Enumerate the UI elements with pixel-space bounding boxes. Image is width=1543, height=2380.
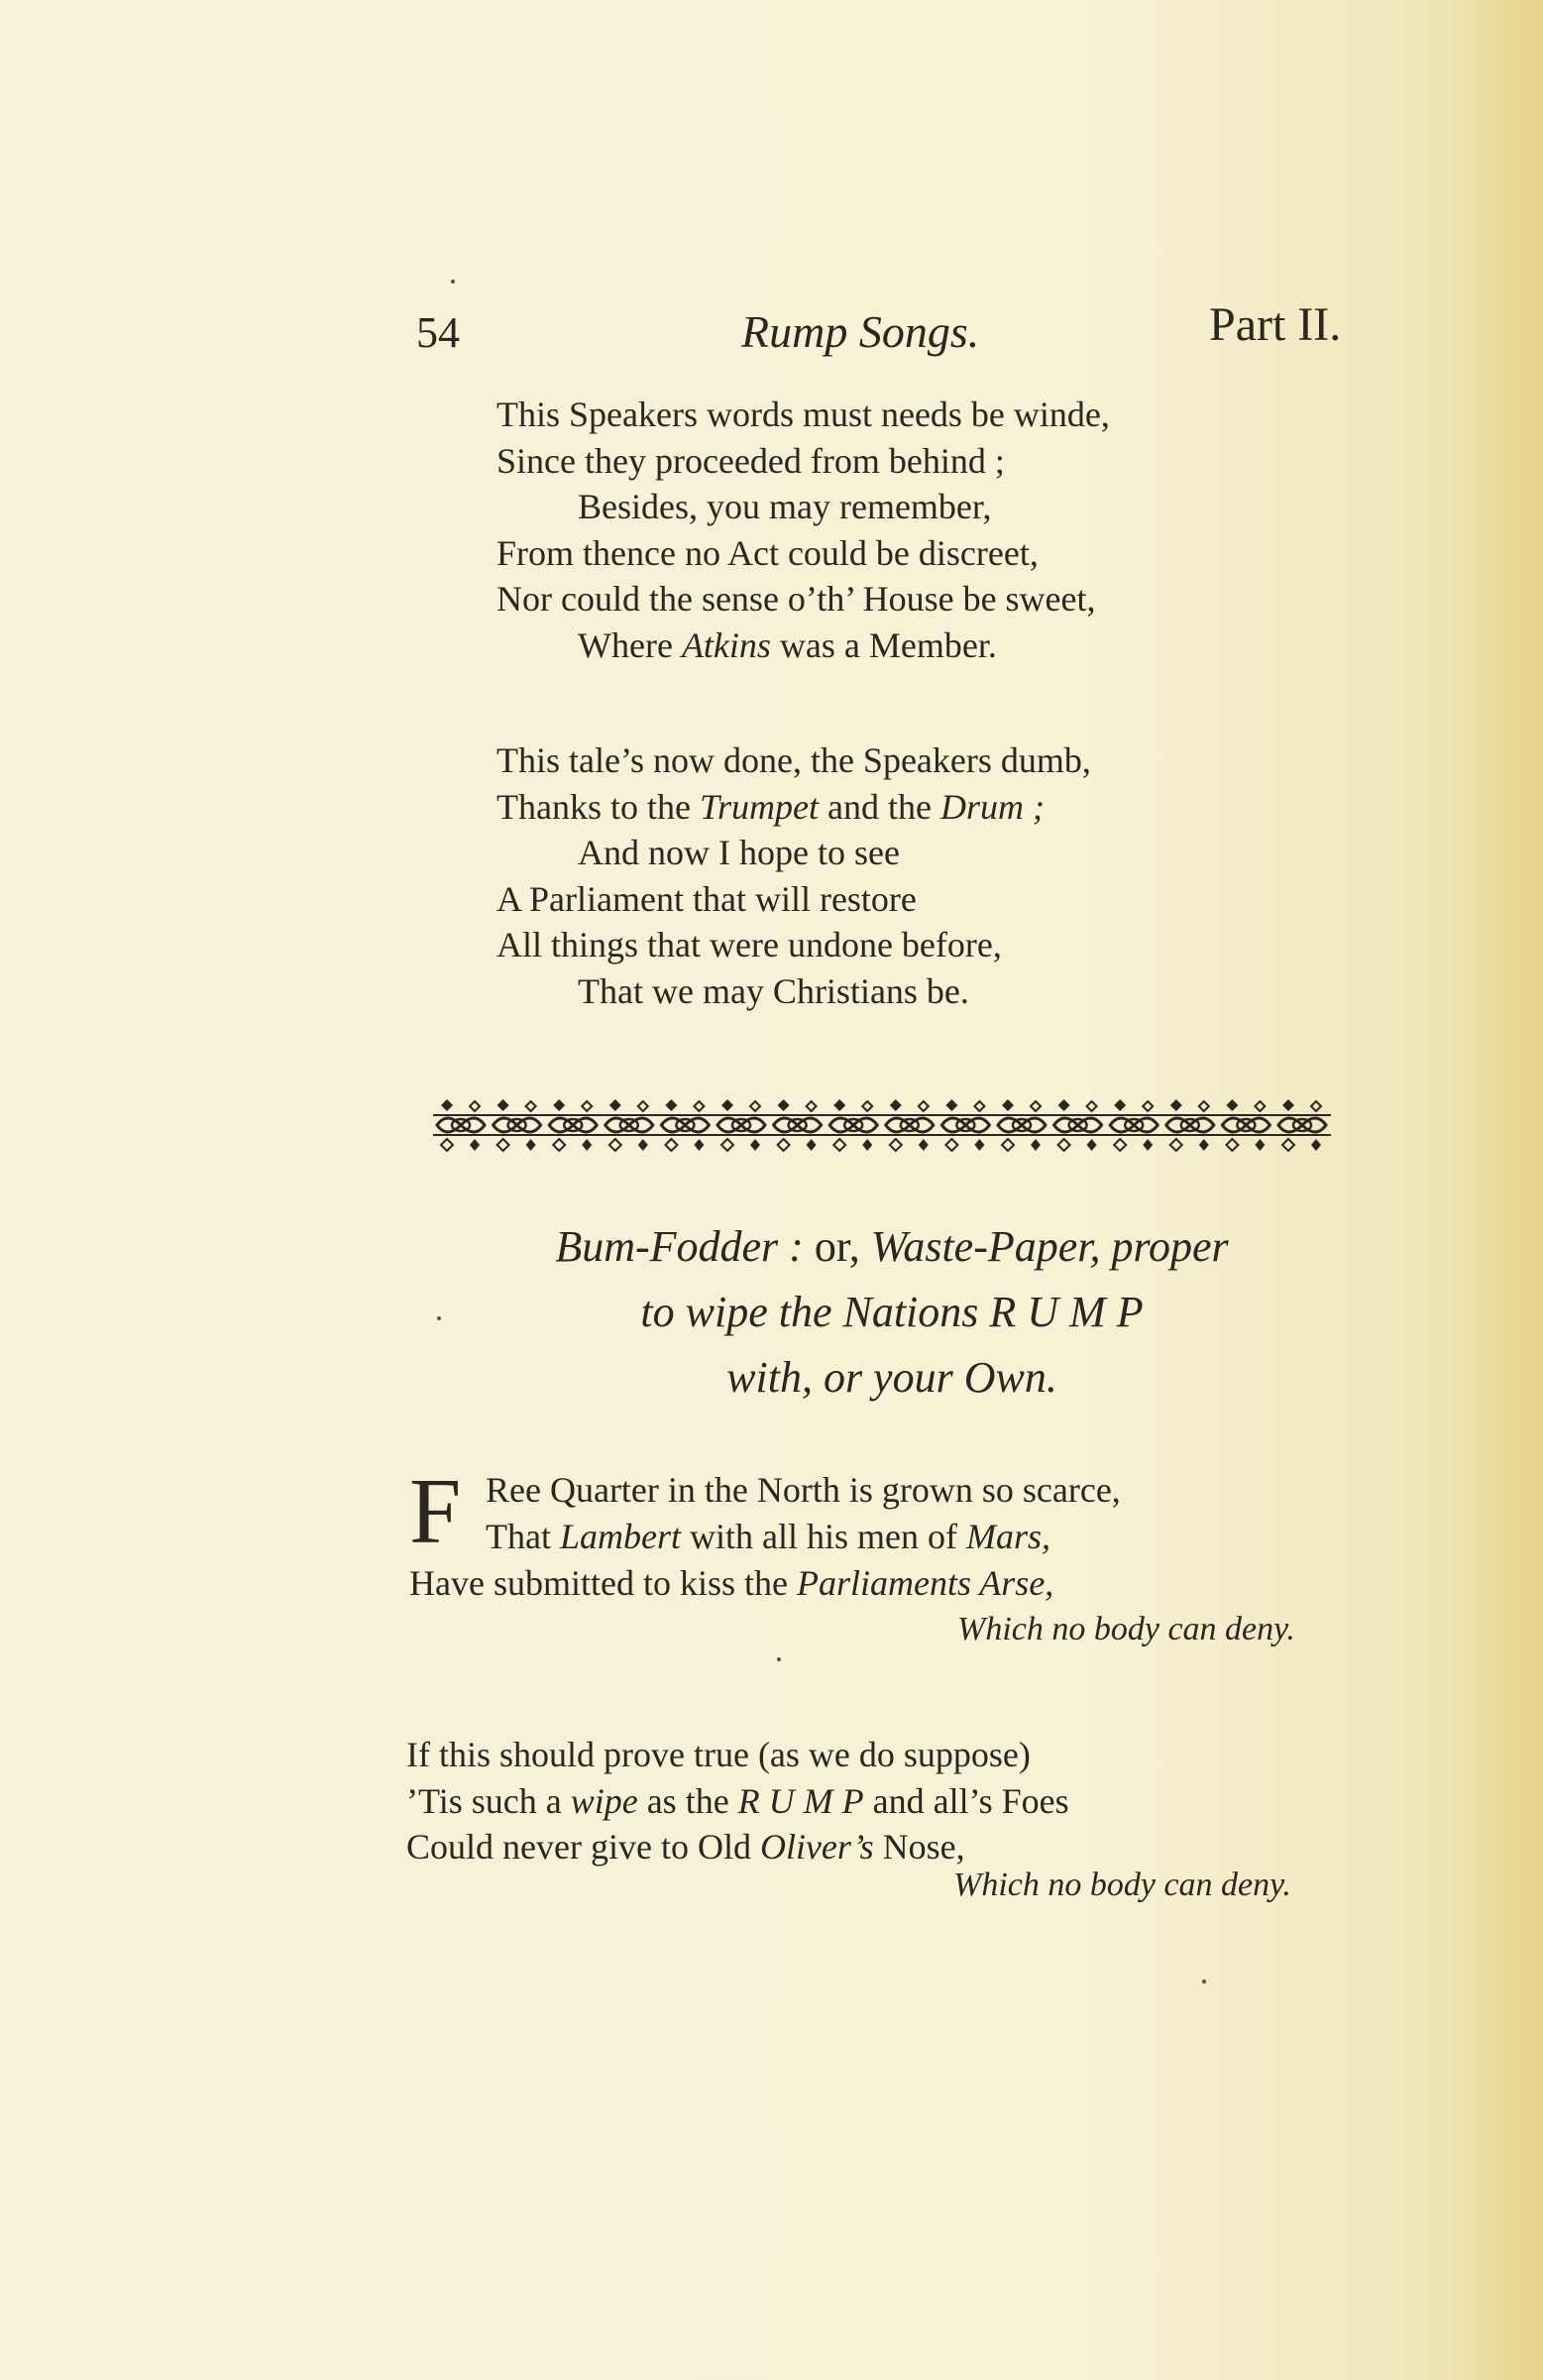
song-title-part2: Waste-Paper, proper (870, 1222, 1229, 1271)
paper-speck (437, 1316, 441, 1320)
verse-line: From thence no Act could be discreet, (496, 532, 1039, 573)
verse-line: This tale’s now done, the Speakers dumb, (496, 740, 1091, 780)
verse-text: Nose, (873, 1827, 965, 1867)
refrain-line: Which no body can deny. (953, 1867, 1291, 1903)
paper-speck (1202, 1980, 1206, 1983)
drop-cap: F (409, 1460, 462, 1563)
ornamental-divider (433, 1095, 1331, 1155)
running-title: Rump Songs. (741, 306, 980, 357)
verse-line (409, 1560, 1053, 1607)
stanza-3-continued (409, 1560, 1053, 1607)
page-number: 54 (416, 308, 460, 357)
page-edge-shade (1454, 0, 1543, 2380)
verse-line: Nor could the sense o’th’ House be sweet, (496, 579, 1096, 619)
verse-italic: Parliaments Arse, (796, 1563, 1054, 1603)
verse-line: A Parliament that will restore (496, 878, 917, 919)
verse-text: with all his men of (681, 1516, 966, 1556)
song-title-line: to wipe the Nations R U M P (640, 1288, 1144, 1336)
refrain-line: Which no body can deny. (957, 1611, 1295, 1647)
part-label: Part II. (1209, 298, 1342, 351)
verse-line (406, 1824, 1069, 1870)
verse-italic: Atkins (681, 624, 771, 665)
verse-italic: R U M P (737, 1780, 864, 1821)
verse-line: That we may Christians be. (578, 970, 969, 1011)
running-header (416, 297, 1378, 377)
verse-italic: Lambert (559, 1516, 681, 1556)
stanza-1 (496, 392, 1110, 668)
verse-italic: Mars, (965, 1516, 1050, 1556)
verse-line: Besides, you may remember, (578, 487, 992, 526)
verse-line: And now I hope to see (578, 833, 900, 872)
song-title-line (416, 1214, 1368, 1280)
verse-line: This Speakers words must needs be winde, (496, 395, 1110, 434)
verse-text: Where (578, 624, 682, 665)
verse-text: Have submitted to kiss the (409, 1563, 797, 1603)
paper-speck (451, 280, 455, 283)
verse-text: as the (637, 1780, 738, 1821)
verse-text: That (486, 1516, 560, 1556)
verse-text: Thanks to the (496, 786, 700, 827)
verse-line (496, 784, 1091, 831)
paper-speck (777, 1657, 781, 1661)
stanza-3 (486, 1467, 1121, 1559)
verse-text: and all’s Foes (863, 1780, 1069, 1821)
verse-text: Could never give to Old (406, 1827, 760, 1867)
verse-line: Ree Quarter in the North is grown so scarce, (486, 1470, 1121, 1510)
stanza-4 (406, 1732, 1069, 1870)
verse-italic: Oliver’s (759, 1827, 874, 1867)
verse-line: All things that were undone before, (496, 925, 1002, 964)
verse-line (496, 623, 1110, 669)
verse-text: ’Tis such a (406, 1780, 571, 1821)
verse-italic: Drum ; (939, 786, 1045, 827)
verse-text: and the (819, 786, 940, 827)
verse-text: was a Member. (770, 624, 997, 665)
verse-line: If this should prove true (as we do suppose) (406, 1735, 1031, 1774)
song-title-line: with, or your Own. (726, 1353, 1057, 1402)
song-title-part1: Bum-Fodder : (555, 1222, 804, 1271)
stanza-2 (496, 737, 1091, 1014)
verse-line: Since they proceeded from behind ; (496, 440, 1005, 481)
song-title-or: or, (803, 1222, 871, 1271)
verse-italic: Trumpet (699, 786, 819, 827)
song-title (416, 1214, 1368, 1411)
verse-line (486, 1514, 1121, 1560)
verse-line (406, 1778, 1069, 1825)
verse-italic: wipe (570, 1780, 638, 1821)
